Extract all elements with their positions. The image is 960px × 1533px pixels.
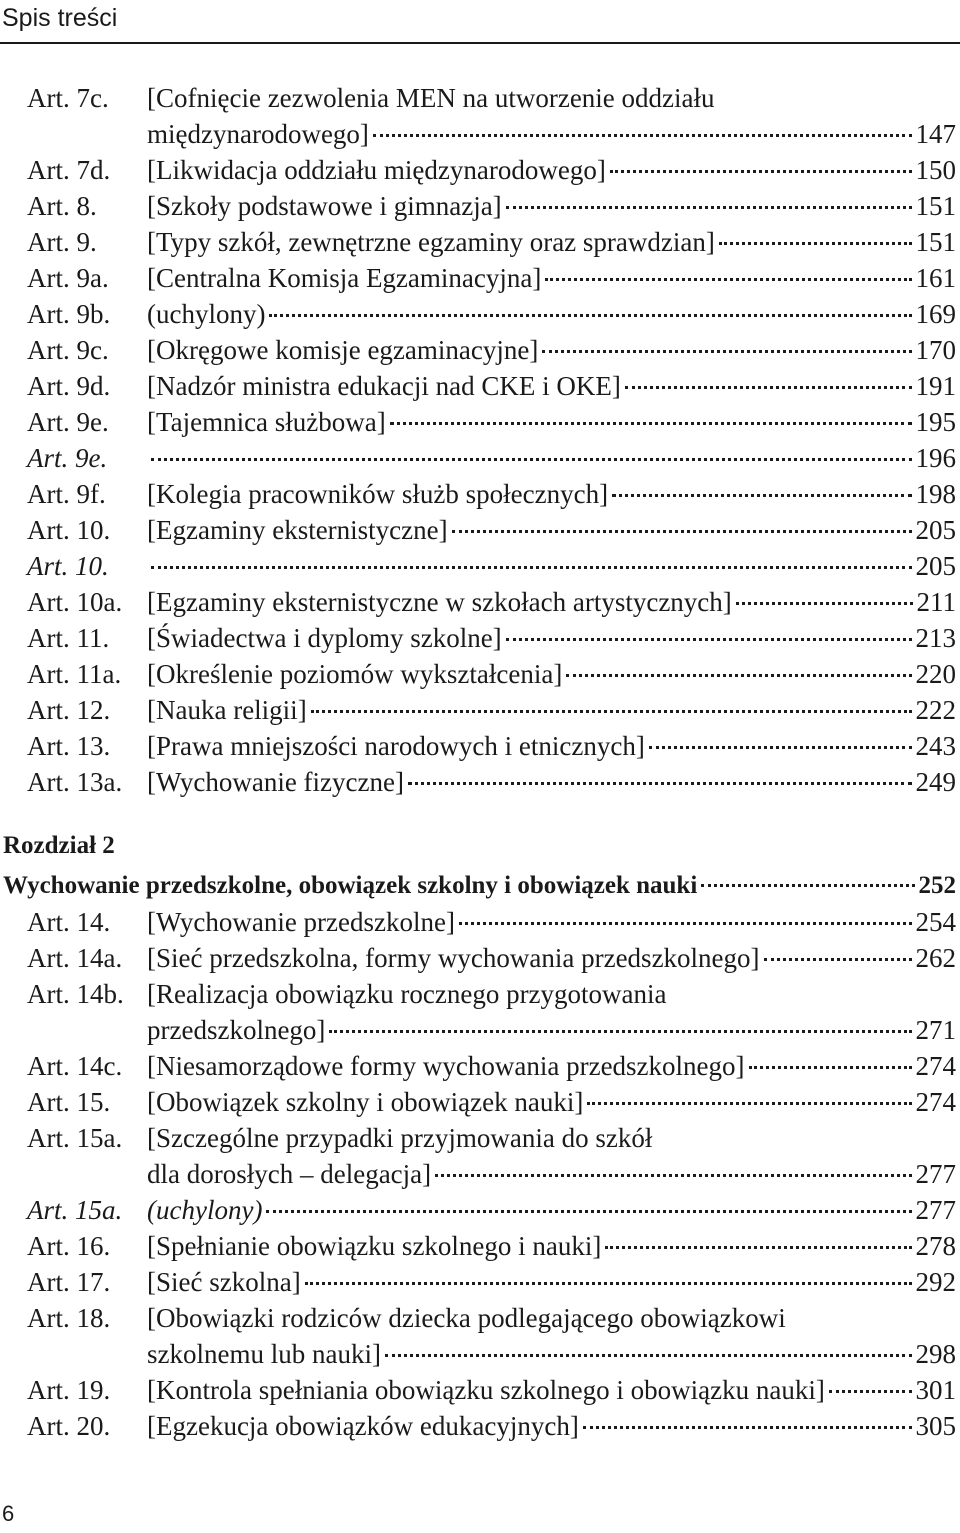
page-ref: 274 (915, 1087, 956, 1117)
entry-content (147, 440, 956, 476)
toc-entry[interactable] (0, 976, 960, 1012)
entry-content (147, 1408, 956, 1444)
article-number: Art. 17. (27, 1267, 111, 1297)
dot-leader (719, 242, 912, 245)
dot-leader (764, 958, 912, 961)
dot-leader (435, 1174, 911, 1177)
page-ref: 213 (915, 623, 956, 653)
article-number: Art. 9a. (27, 263, 109, 293)
dot-leader (542, 350, 911, 353)
entry-title: [Kolegia pracowników służb społecznych] (147, 479, 609, 509)
entry-content (147, 940, 956, 976)
entry-title: [Niesamorządowe formy wychowania przedszkolnego] (147, 1051, 745, 1081)
entry-content (147, 1264, 956, 1300)
article-number: Art. 9e. (27, 407, 109, 437)
dot-leader (329, 1030, 911, 1033)
toc-entry[interactable] (0, 1228, 960, 1264)
page-ref: 222 (915, 695, 956, 725)
entry-content (147, 1372, 956, 1408)
entry-title: [Szkoły podstawowe i gimnazja] (147, 191, 502, 221)
toc-entry[interactable] (0, 152, 960, 188)
toc-entry[interactable] (0, 548, 960, 584)
dot-leader (151, 566, 912, 569)
toc-entry[interactable] (0, 1084, 960, 1120)
article-number: Art. 13a. (27, 767, 123, 797)
toc-entry[interactable] (0, 1156, 960, 1192)
article-number: Art. 19. (27, 1375, 111, 1405)
toc-entry[interactable] (0, 1408, 960, 1444)
dot-leader (506, 638, 912, 641)
page-ref: 278 (915, 1231, 956, 1261)
entry-content (3, 868, 956, 904)
chapter-heading: Rozdział 2 (3, 832, 115, 859)
entry-title: [Obowiązki rodziców dziecka podlegającego obowiązkowi (147, 1303, 786, 1333)
entry-content (147, 1012, 956, 1048)
toc-entry[interactable] (0, 940, 960, 976)
dot-leader (373, 134, 912, 137)
page-number: 6 (2, 1501, 15, 1526)
article-number: Art. 9d. (27, 371, 111, 401)
page-ref: 301 (915, 1375, 956, 1405)
entry-content (147, 1156, 956, 1192)
entry-content (147, 1120, 956, 1156)
dot-leader (605, 1246, 911, 1249)
page-ref: 274 (915, 1051, 956, 1081)
toc-entry[interactable] (0, 764, 960, 800)
entry-content (147, 404, 956, 440)
toc-entry[interactable] (0, 80, 960, 116)
entry-title: [Egzaminy eksternistyczne] (147, 515, 448, 545)
page-ref: 252 (918, 872, 956, 899)
page-ref: 292 (915, 1267, 956, 1297)
page-ref: 243 (915, 731, 956, 761)
page-ref: 205 (915, 551, 956, 581)
dot-leader (452, 530, 912, 533)
page-ref: 198 (915, 479, 956, 509)
dot-leader (151, 458, 912, 461)
page-ref: 249 (915, 767, 956, 797)
toc-entry[interactable] (0, 404, 960, 440)
toc-entry[interactable] (0, 512, 960, 548)
entry-title: dla dorosłych – delegacja] (147, 1159, 432, 1189)
page-ref: 271 (915, 1015, 956, 1045)
toc-entry[interactable] (0, 1372, 960, 1408)
entry-title: [Typy szkół, zewnętrzne egzaminy oraz sprawdzian] (147, 227, 715, 257)
toc-entry[interactable] (0, 368, 960, 404)
toc-part-1 (0, 80, 960, 800)
dot-leader (625, 386, 912, 389)
dot-leader (269, 314, 911, 317)
entry-title: [Cofnięcie zezwolenia MEN na utworzenie oddziału (147, 83, 715, 113)
article-number: Art. 10. (27, 551, 109, 581)
article-number: Art. 15a. (27, 1195, 123, 1225)
entry-title: [Okręgowe komisje egzaminacyjne] (147, 335, 539, 365)
toc-part-2 (0, 868, 960, 1444)
page-ref: 254 (915, 907, 956, 937)
article-number: Art. 14. (27, 907, 111, 937)
dot-leader (266, 1210, 911, 1213)
toc-entry[interactable] (0, 584, 960, 620)
dot-leader (311, 710, 912, 713)
entry-content (147, 692, 956, 728)
entry-content (147, 260, 956, 296)
entry-title: [Centralna Komisja Egzaminacyjna] (147, 263, 542, 293)
entry-content (147, 548, 956, 584)
entry-content (147, 296, 956, 332)
entry-content (147, 152, 956, 188)
article-number: Art. 12. (27, 695, 111, 725)
article-number: Art. 14c. (27, 1051, 123, 1081)
dot-leader (610, 170, 912, 173)
entry-content (147, 80, 956, 116)
toc-entry[interactable] (0, 904, 960, 940)
entry-content (147, 620, 956, 656)
article-number: Art. 14b. (27, 979, 124, 1009)
page-ref: 205 (915, 515, 956, 545)
entry-content (147, 224, 956, 260)
dot-leader (390, 422, 912, 425)
entry-content (147, 1300, 956, 1336)
dot-leader (566, 674, 911, 677)
toc-entry[interactable] (0, 620, 960, 656)
entry-title: [Spełnianie obowiązku szkolnego i nauki] (147, 1231, 602, 1261)
article-number: Art. 13. (27, 731, 111, 761)
entry-title: [Wychowanie fizyczne] (147, 767, 404, 797)
entry-title: [Szczególne przypadki przyjmowania do szkół (147, 1123, 653, 1153)
article-number: Art. 9f. (27, 479, 106, 509)
entry-content (147, 584, 956, 620)
page-ref: 220 (915, 659, 956, 689)
dot-leader (583, 1426, 912, 1429)
dot-leader (385, 1354, 912, 1357)
entry-title: [Sieć przedszkolna, formy wychowania przedszkolnego] (147, 943, 760, 973)
page-ref: 170 (915, 335, 956, 365)
toc-entry[interactable] (0, 116, 960, 152)
page-ref: 151 (915, 191, 956, 221)
article-number: Art. 16. (27, 1231, 111, 1261)
entry-title: Wychowanie przedszkolne, obowiązek szkolny i obowiązek nauki (3, 872, 698, 899)
entry-title: [Obowiązek szkolny i obowiązek nauki] (147, 1087, 584, 1117)
toc-entry[interactable] (0, 1120, 960, 1156)
entry-content (147, 904, 956, 940)
entry-content (147, 1048, 956, 1084)
article-number: Art. 11. (27, 623, 110, 653)
toc-entry[interactable] (0, 224, 960, 260)
entry-content (147, 476, 956, 512)
entry-content (147, 116, 956, 152)
entry-title: [Likwidacja oddziału międzynarodowego] (147, 155, 606, 185)
entry-title: szkolnemu lub nauki] (147, 1339, 381, 1369)
entry-title: [Sieć szkolna] (147, 1267, 301, 1297)
dot-leader (749, 1066, 912, 1069)
page-ref: 161 (915, 263, 956, 293)
article-number: Art. 9c. (27, 335, 109, 365)
dot-leader (736, 602, 913, 605)
entry-content (147, 512, 956, 548)
dot-leader (545, 278, 911, 281)
entry-title: [Tajemnica służbowa] (147, 407, 386, 437)
toc-entry[interactable] (0, 656, 960, 692)
dot-leader (649, 746, 912, 749)
page-ref: 147 (915, 119, 956, 149)
toc-entry[interactable] (0, 440, 960, 476)
entry-title: [Kontrola spełniania obowiązku szkolnego i obowiązku nauki] (147, 1375, 825, 1405)
dot-leader (612, 494, 911, 497)
page-ref: 196 (915, 443, 956, 473)
page-ref: 277 (915, 1159, 956, 1189)
running-head: Spis treści (2, 4, 118, 32)
toc-entry[interactable] (0, 1192, 960, 1228)
entry-title: przedszkolnego] (147, 1015, 326, 1045)
article-number: Art. 11a. (27, 659, 122, 689)
article-number: Art. 7d. (27, 155, 111, 185)
article-number: Art. 15a. (27, 1123, 123, 1153)
entry-content (147, 1192, 956, 1228)
dot-leader (587, 1102, 911, 1105)
page-ref: 150 (915, 155, 956, 185)
entry-title: [Nauka religii] (147, 695, 307, 725)
toc-entry[interactable] (0, 1012, 960, 1048)
page-ref: 305 (915, 1411, 956, 1441)
entry-content (147, 656, 956, 692)
entry-title: [Prawa mniejszości narodowych i etnicznych] (147, 731, 645, 761)
page-ref: 277 (915, 1195, 956, 1225)
article-number: Art. 14a. (27, 943, 123, 973)
dot-leader (408, 782, 912, 785)
entry-content (147, 332, 956, 368)
toc-entry[interactable] (0, 1264, 960, 1300)
toc-entry[interactable] (0, 692, 960, 728)
toc-entry[interactable] (0, 476, 960, 512)
entry-content (147, 764, 956, 800)
article-number: Art. 9. (27, 227, 97, 257)
entry-content (147, 728, 956, 764)
toc-entry[interactable] (0, 188, 960, 224)
entry-title: [Nadzór ministra edukacji nad CKE i OKE] (147, 371, 621, 401)
page-ref: 169 (915, 299, 956, 329)
article-number: Art. 9e. (27, 443, 108, 473)
dot-leader (459, 922, 912, 925)
entry-title: (uchylony) (147, 1195, 263, 1225)
entry-content (147, 1084, 956, 1120)
entry-content (147, 368, 956, 404)
toc-entry[interactable] (0, 296, 960, 332)
entry-title: [Świadectwa i dyplomy szkolne] (147, 623, 502, 653)
page-ref: 195 (915, 407, 956, 437)
entry-content (147, 1336, 956, 1372)
toc-entry[interactable] (0, 1336, 960, 1372)
toc-entry[interactable] (0, 260, 960, 296)
page-ref: 151 (915, 227, 956, 257)
entry-content (147, 1228, 956, 1264)
entry-title: [Egzekucja obowiązków edukacyjnych] (147, 1411, 579, 1441)
dot-leader (829, 1390, 912, 1393)
entry-title: [Egzaminy eksternistyczne w szkołach artystycznych] (147, 587, 732, 617)
page-ref: 191 (915, 371, 956, 401)
toc-entry[interactable] (0, 1048, 960, 1084)
article-number: Art. 15. (27, 1087, 111, 1117)
entry-content (147, 976, 956, 1012)
table-of-contents (0, 80, 960, 1444)
article-number: Art. 8. (27, 191, 97, 221)
page-ref: 262 (915, 943, 956, 973)
article-number: Art. 10. (27, 515, 111, 545)
toc-entry[interactable] (0, 728, 960, 764)
toc-entry[interactable] (0, 1300, 960, 1336)
entry-title: [Określenie poziomów wykształcenia] (147, 659, 563, 689)
entry-title: międzynarodowego] (147, 119, 369, 149)
toc-entry[interactable] (0, 332, 960, 368)
toc-section-entry[interactable] (0, 868, 960, 904)
article-number: Art. 9b. (27, 299, 111, 329)
dot-leader (701, 884, 914, 887)
entry-content (147, 188, 956, 224)
article-number: Art. 10a. (27, 587, 123, 617)
dot-leader (506, 206, 912, 209)
article-number: Art. 18. (27, 1303, 111, 1333)
entry-title: [Realizacja obowiązku rocznego przygotowania (147, 979, 667, 1009)
article-number: Art. 20. (27, 1411, 111, 1441)
page-ref: 298 (915, 1339, 956, 1369)
entry-title: (uchylony) (147, 299, 266, 329)
page-ref: 211 (916, 587, 956, 617)
entry-title: [Wychowanie przedszkolne] (147, 907, 455, 937)
dot-leader (305, 1282, 912, 1285)
page-header (0, 0, 960, 44)
article-number: Art. 7c. (27, 83, 109, 113)
